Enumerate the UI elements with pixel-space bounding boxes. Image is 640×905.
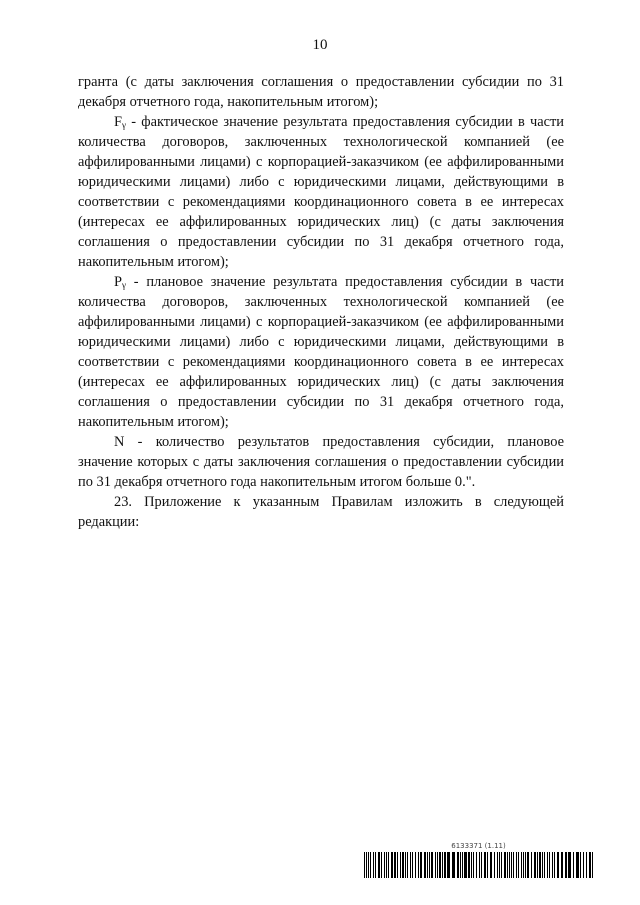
paragraph-item-23: 23. Приложение к указанным Правилам изложить в следующей редакции: — [78, 494, 564, 530]
paragraph-p-gamma-text: - плановое значение результата предоставления субсидии в части количества договоров, заключенных технологической компанией (ее аффилированными лицами) с корпорацией-заказчиком (ее аффилированными юридическими лицами) либо с юридическими лицами, действующими в соответствии с рекомендациями координационного совета в ее интересах (интересах ее аффилированных юридических лиц) (с даты заключения соглашения о предоставлении субсидии по 31 декабря отчетного года, накопительным итогом); — [78, 274, 564, 430]
barcode-code-text: 6133371 (1.11) — [451, 842, 506, 850]
paragraph-f-gamma-definition — [78, 112, 564, 272]
paragraph-grant-continuation: гранта (с даты заключения соглашения о предоставлении субсидии по 31 декабря отчетного года, накопительным итогом); — [78, 74, 564, 110]
symbol-p-subscript: γ — [122, 280, 126, 290]
paragraph-n-definition: N - количество результатов предоставления субсидии, плановое значение которых с даты заключения соглашения о предоставлении субсидии по 31 декабря отчетного года накопительным итогом больше 0.". — [78, 434, 564, 490]
symbol-f-gamma — [114, 114, 126, 130]
symbol-p-gamma — [114, 274, 126, 290]
symbol-f-subscript: γ — [122, 120, 126, 130]
page-number: 10 — [312, 37, 328, 53]
paragraph-f-gamma-text: - фактическое значение результата предоставления субсидии в части количества договоров, заключенных технологической компанией (ее аффилированными лицами) с корпорацией-заказчиком (ее аффилированными юридическими лицами) либо с юридическими лицами, действующими в соответствии с рекомендациями координационного совета в ее интересах (интересах ее аффилированных юридических лиц) (с даты заключения соглашения о предоставлении субсидии по 31 декабря отчетного года, накопительным итогом); — [78, 114, 564, 270]
document-body — [78, 72, 564, 532]
barcode-bars-icon — [364, 852, 593, 878]
symbol-f-base: F — [114, 114, 123, 130]
document-barcode — [364, 842, 593, 878]
symbol-p-base: P — [114, 274, 123, 290]
paragraph-p-gamma-definition — [78, 272, 564, 432]
